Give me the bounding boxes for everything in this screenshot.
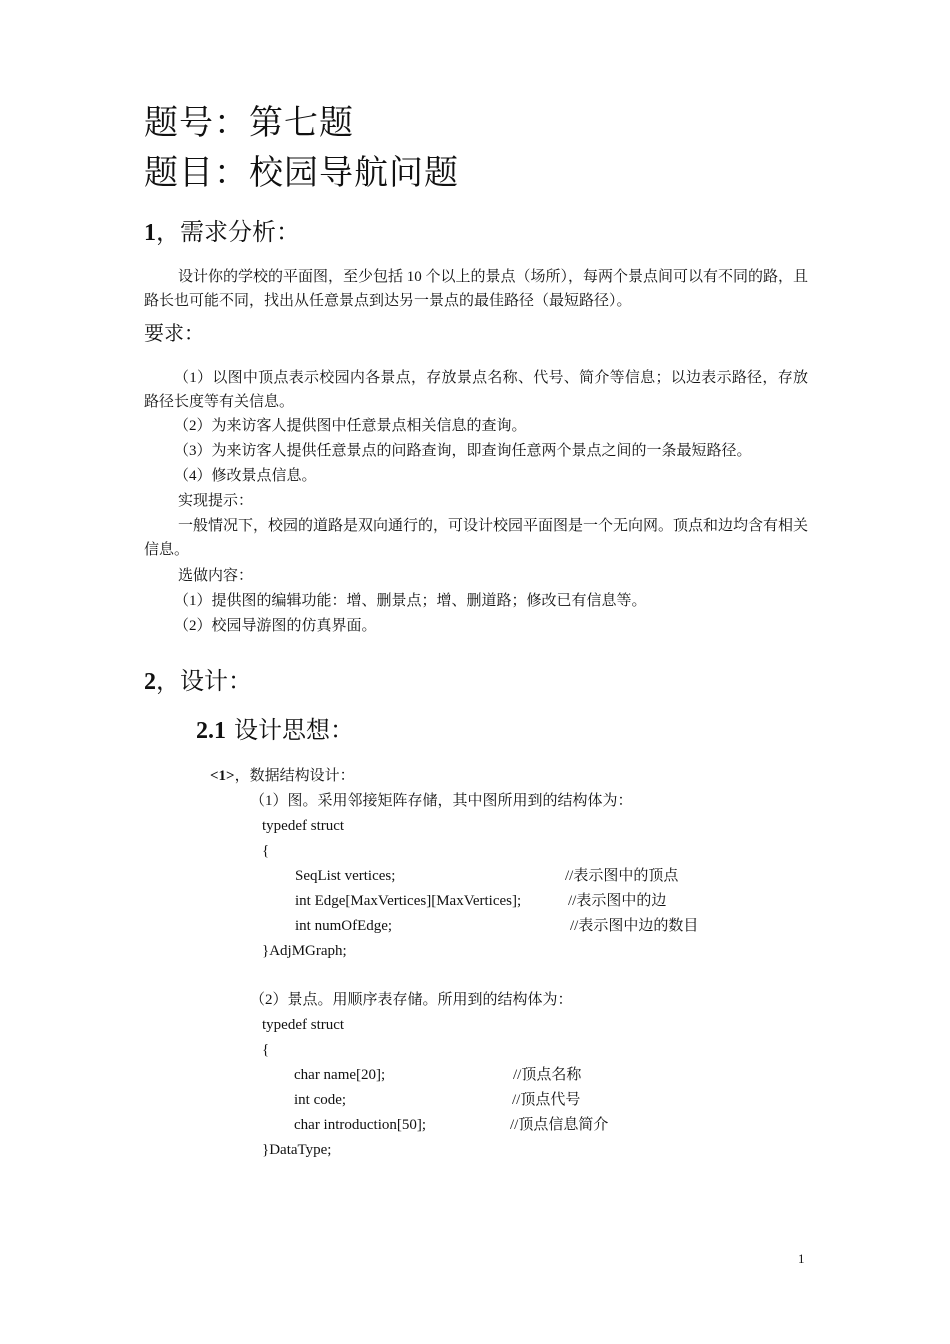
spot-code-comment-5: //顶点信息简介: [510, 1117, 609, 1133]
graph-code-line-3: SeqList vertices;: [295, 868, 396, 884]
requirements-intro-paragraph: 设计你的学校的平面图，至少包括 10 个以上的景点（场所），每两个景点间可以有不同的路，且路长也可能不同，找出从任意景点到达另一景点的最佳路径（最短路径）。: [144, 269, 809, 309]
section-1-number: 1: [144, 220, 156, 246]
section-1-title: ，需求分析：: [156, 220, 300, 246]
graph-code-line-1: typedef struct: [262, 818, 345, 834]
spot-code-comment-3: //顶点名称: [513, 1067, 582, 1083]
implementation-hint-label: 实现提示：: [178, 493, 254, 509]
requirement-item-2: （2）为来访客人提供图中任意景点相关信息的查询。: [174, 418, 527, 434]
spot-code-line-4: int code;: [294, 1092, 347, 1108]
requirement-item-4: （4）修改景点信息。: [174, 468, 317, 484]
page-number: 1: [798, 1251, 805, 1266]
step-marker: <1>: [210, 768, 235, 784]
problem-number-title: 题号：第七题: [144, 105, 354, 142]
subsection-2-1-number: 2.1: [196, 718, 226, 744]
section-2-title: ，设计：: [156, 669, 252, 695]
spot-code-line-3: char name[20];: [294, 1067, 386, 1083]
subsection-2-1-heading: [196, 716, 354, 746]
graph-code-comment-3: //表示图中的顶点: [565, 868, 679, 884]
spot-code-comment-4: //顶点代号: [512, 1092, 581, 1108]
section-1-heading: [144, 218, 300, 248]
spot-code-line-1: typedef struct: [262, 1017, 345, 1033]
graph-code-line-6: }AdjMGraph;: [262, 943, 347, 959]
graph-code-line-5: int numOfEdge;: [295, 918, 393, 934]
implementation-hint-text: 一般情况下，校园的道路是双向通行的，可设计校园平面图是一个无向网。顶点和边均含有相关信息。: [144, 518, 809, 558]
step-marker-text: ，数据结构设计：: [234, 768, 355, 784]
requirement-item-1: （1）以图中顶点表示校园内各景点，存放景点名称、代号、简介等信息；以边表示路径，存放路径长度等有关信息。: [144, 370, 808, 410]
requirement-item-3: （3）为来访客人提供任意景点的问路查询，即查询任意两个景点之间的一条最短路径。: [174, 443, 752, 459]
spot-struct-intro: （2）景点。用顺序表存储。所用到的结构体为：: [250, 992, 573, 1008]
graph-code-comment-5: //表示图中边的数目: [570, 918, 699, 934]
graph-code-line-2: {: [262, 843, 270, 859]
optional-item-2: （2）校园导游图的仿真界面。: [174, 618, 377, 634]
data-structure-design-label: [210, 764, 355, 788]
section-2-heading: [144, 667, 252, 697]
graph-code-comment-4: //表示图中的边: [568, 893, 667, 909]
graph-code-line-4: int Edge[MaxVertices][MaxVertices];: [295, 893, 522, 909]
optional-content-label: 选做内容：: [178, 568, 254, 584]
subsection-2-1-title: 设计思想：: [234, 718, 354, 744]
spot-code-line-6: }DataType;: [262, 1142, 332, 1158]
section-2-number: 2: [144, 669, 156, 695]
problem-topic-title: 题目：校园导航问题: [144, 155, 459, 192]
spot-code-line-2: {: [262, 1042, 270, 1058]
optional-item-1: （1）提供图的编辑功能：增、删景点；增、删道路；修改已有信息等。: [174, 593, 647, 609]
requirements-label: 要求：: [144, 323, 204, 345]
graph-struct-intro: （1）图。采用邻接矩阵存储，其中图所用到的结构体为：: [250, 793, 633, 809]
spot-code-line-5: char introduction[50];: [294, 1117, 427, 1133]
